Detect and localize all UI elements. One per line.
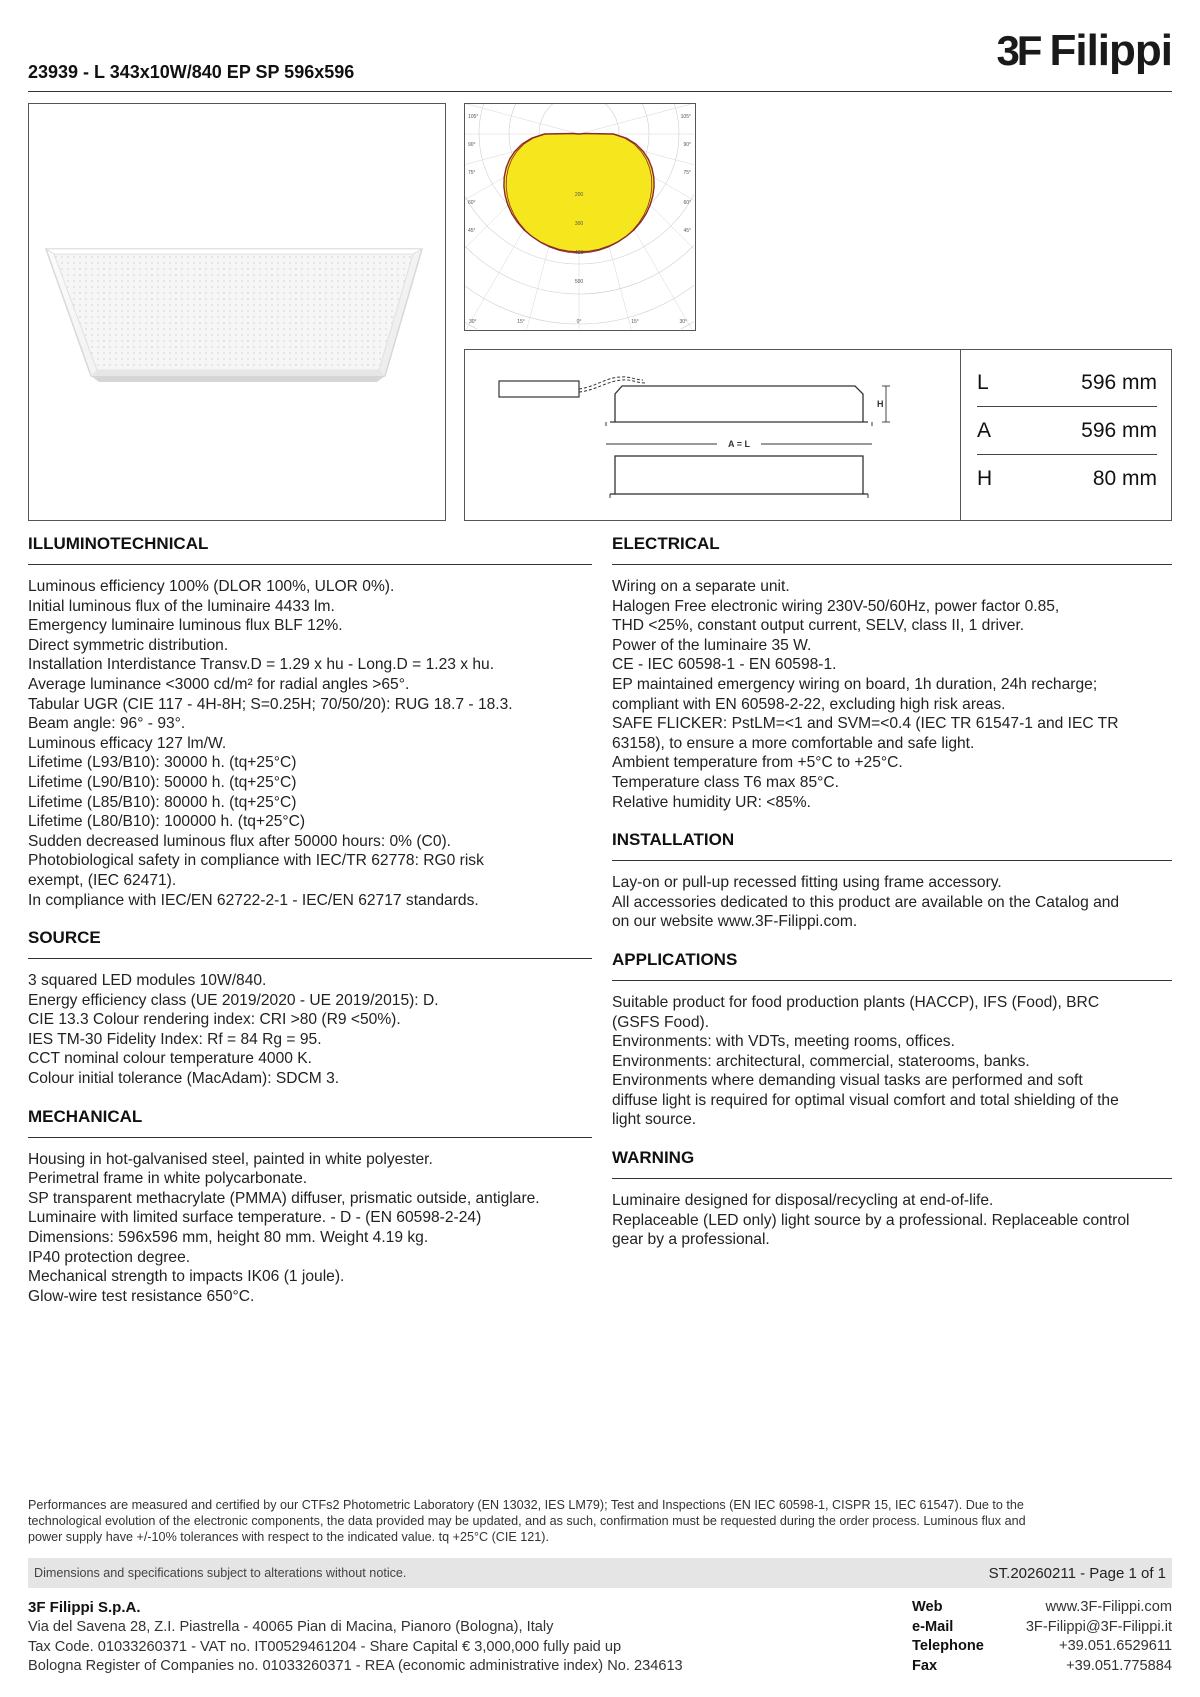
disclaimer-line: Performances are measured and certified by our CTFs2 Photometric Laboratory (EN 13032, IES LM79); Test and Inspections (EN IEC 60598-1, CISPR 15, IEC 61547). Due to the [28,1498,1024,1512]
section-title: MECHANICAL [28,1107,592,1138]
dimension-label: A [977,418,992,442]
section-title: ILLUMINOTECHNICAL [28,534,592,565]
spec-line: Lifetime (L80/B10): 100000 h. (tq+25°C) [28,813,306,831]
contact-label: e-Mail [912,1618,954,1635]
performance-disclaimer [28,1497,1172,1545]
polar-angle-label: 105° [680,114,691,120]
spec-line: Environments: with VDTs, meeting rooms, offices. [612,1033,955,1051]
polar-angle-label: 15° [517,319,525,325]
dimensions-box [464,349,1172,521]
polar-angle-label: 90° [468,142,476,148]
spec-line: Lay-on or pull-up recessed fitting using frame accessory. [612,874,1002,892]
polar-angle-label: 90° [683,142,691,148]
contact-label: Fax [912,1657,938,1674]
alterations-notice: Dimensions and specifications subject to alterations without notice. [34,1566,407,1580]
spec-line: Sudden decreased luminous flux after 50000 hours: 0% (C0). [28,832,452,850]
spec-line: Relative humidity UR: <85%. [612,793,811,811]
section-title: SOURCE [28,928,592,959]
spec-section-electrical [612,534,1172,812]
width-label: A = L [728,439,750,449]
spec-line: Lifetime (L85/B10): 80000 h. (tq+25°C) [28,793,297,811]
spec-line: CCT nominal colour temperature 4000 K. [28,1050,313,1068]
spec-section-mechanical [28,1107,592,1307]
spec-line: Halogen Free electronic wiring 230V-50/60Hz, power factor 0.85, [612,597,1060,615]
dimension-value: 596 mm [1081,418,1157,442]
spec-line: 3 squared LED modules 10W/840. [28,972,267,990]
dimension-label: L [977,370,989,394]
spec-line: compliant with EN 60598-2-22, excluding high risk areas. [612,695,1006,713]
company-name: 3F Filippi S.p.A. [28,1599,141,1616]
polar-angle-label: 45° [683,228,691,234]
spec-line: Environments: architectural, commercial, staterooms, banks. [612,1052,1030,1070]
telephone-value: +39.051.6529611 [1059,1638,1172,1655]
spec-line: THD <25%, constant output current, SELV, class II, 1 driver. [612,617,1025,635]
spec-line: CIE 13.3 Colour rendering index: CRI >80 (R9 <50%). [28,1011,401,1029]
logo-text: Filippi [1049,26,1172,75]
dimension-value: 80 mm [1092,467,1157,490]
polar-radial-label: 400 [574,250,584,256]
spec-line: gear by a professional. [612,1231,770,1249]
spec-column-right [612,534,1172,1268]
disclaimer-line: power supply have +/-10% tolerances with respect to the indicated value. tq +25°C (CIE 121). [28,1530,549,1544]
spec-line: Photobiological safety in compliance with IEC/TR 62778: RG0 risk [28,852,484,870]
company-address: Via del Savena 28, Z.I. Piastrella - 40065 Pian di Macina, Pianoro (Bologna), Italy [28,1619,554,1635]
company-tax-info: Tax Code. 01033260371 - VAT no. IT00529461204 - Share Capital € 3,000,000 fully paid up [28,1638,622,1655]
contact-list [912,1598,1172,1676]
luminaire-image [29,104,446,521]
polar-angle-label: 45° [468,228,476,234]
polar-radial-label: 500 [574,279,584,285]
dimension-row-length [977,359,1157,407]
contact-row-email [912,1618,1172,1638]
spec-section-warning [612,1148,1172,1250]
product-photo [28,103,446,521]
polar-radial-label: 300 [574,221,584,227]
dimension-row-width [977,407,1157,455]
polar-angle-label: 60° [683,200,691,206]
height-label: H [877,399,884,409]
spec-line: Power of the luminaire 35 W. [612,636,812,654]
spec-line: In compliance with IEC/EN 62722-2-1 - IEC/EN 62717 standards. [28,891,479,909]
polar-angle-label: 30° [679,319,687,325]
spec-line: All accessories dedicated to this product are available on the Catalog and [612,893,1120,911]
email-link[interactable]: 3F-Filippi@3F-Filippi.it [1025,1618,1172,1635]
brand-logo [996,26,1172,76]
spec-line: Energy efficiency class (UE 2019/2020 - UE 2019/2015): D. [28,991,439,1009]
spec-section-installation [612,830,1172,932]
spec-line: IP40 protection degree. [28,1248,191,1266]
spec-line: Average luminance <3000 cd/m² for radial angles >65°. [28,675,410,693]
spec-line: Mechanical strength to impacts IK06 (1 joule). [28,1268,345,1286]
spec-line: Luminaire designed for disposal/recycling at end-of-life. [612,1192,994,1210]
spec-line: 63158), to ensure a more comfortable and safe light. [612,734,975,752]
section-title: WARNING [612,1148,1172,1179]
spec-line: Temperature class T6 max 85°C. [612,773,839,791]
spec-line: Direct symmetric distribution. [28,636,229,654]
spec-section-applications [612,950,1172,1130]
dimensions-table [960,350,1173,520]
spec-line: IES TM-30 Fidelity Index: Rf = 84 Rg = 95. [28,1030,322,1048]
contact-label: Telephone [912,1638,984,1655]
spec-line: Initial luminous flux of the luminaire 4433 lm. [28,597,335,615]
spec-line: Luminous efficacy 127 lm/W. [28,734,227,752]
spec-line: Wiring on a separate unit. [612,578,790,595]
spec-line: light source. [612,1111,697,1129]
spec-line: Environments where demanding visual tasks are performed and soft [612,1072,1083,1090]
section-title: INSTALLATION [612,830,1172,861]
spec-line: Suitable product for food production plants (HACCP), IFS (Food), BRC [612,993,1100,1011]
dimension-drawing [465,350,960,519]
spec-line: SAFE FLICKER: PstLM=<1 and SVM=<0.4 (IEC TR 61547-1 and IEC TR [612,715,1119,733]
spec-line: Colour initial tolerance (MacAdam): SDCM 3. [28,1070,340,1088]
spec-line: Housing in hot-galvanised steel, painted in white polyester. [28,1150,433,1168]
page-info: ST.20260211 - Page 1 of 1 [988,1564,1166,1582]
spec-line: Lifetime (L93/B10): 30000 h. (tq+25°C) [28,754,297,772]
polar-angle-label: 75° [683,170,691,176]
page-header [28,22,1172,92]
spec-line: Luminaire with limited surface temperature. - D - (EN 60598-2-24) [28,1209,482,1227]
spec-line: Tabular UGR (CIE 117 - 4H-8H; S=0.25H; 70/50/20): RUG 18.7 - 18.3. [28,695,513,713]
logo-mark: 3F [996,27,1040,74]
polar-radial-label: 200 [574,192,584,198]
polar-chart [465,104,694,329]
spec-line: Glow-wire test resistance 650°C. [28,1287,255,1305]
spec-line: CE - IEC 60598-1 - EN 60598-1. [612,656,837,674]
spec-line: Replaceable (LED only) light source by a professional. Replaceable control [612,1211,1130,1229]
spec-line: Installation Interdistance Transv.D = 1.29 x hu - Long.D = 1.23 x hu. [28,656,495,674]
polar-angle-label: 15° [631,319,639,325]
spec-line: EP maintained emergency wiring on board, 1h duration, 24h recharge; [612,675,1098,693]
spec-line: Ambient temperature from +5°C to +25°C. [612,754,903,772]
disclaimer-line: technological evolution of the electronic components, the data provided may be updated, and as such, confirmation must be requested during the order process. Luminous flux and [28,1514,1026,1528]
spec-line: SP transparent methacrylate (PMMA) diffuser, prismatic outside, antiglare. [28,1189,540,1207]
polar-angle-label: 75° [468,170,476,176]
spec-line: Emergency luminaire luminous flux BLF 12%. [28,617,343,635]
spec-line: exempt, (IEC 62471). [28,871,177,889]
polar-angle-label: 30° [469,319,477,325]
section-title: APPLICATIONS [612,950,1172,981]
polar-angle-label: 0° [576,319,582,325]
spec-section-illuminotechnical [28,534,592,910]
spec-line: on our website www.3F-Filippi.com. [612,913,858,931]
dimension-label: H [977,467,993,490]
polar-photometric-diagram [464,103,696,331]
spec-section-source [28,928,592,1089]
company-footer [28,1598,1172,1677]
website-link[interactable]: www.3F-Filippi.com [1045,1599,1172,1615]
spec-line: Beam angle: 96° - 93°. [28,715,186,733]
contact-row-fax [912,1657,1172,1677]
company-register: Bologna Register of Companies no. 01033260371 - REA (economic administrative index) No. 234613 [28,1658,683,1674]
spec-line: Lifetime (L90/B10): 50000 h. (tq+25°C) [28,773,297,791]
spec-line: (GSFS Food). [612,1013,710,1031]
spec-line: Perimetral frame in white polycarbonate. [28,1170,308,1188]
dimension-row-height [977,455,1157,503]
product-code: 23939 - L 343x10W/840 EP SP 596x596 [28,62,355,82]
section-title: ELECTRICAL [612,534,1172,565]
spec-column-left [28,534,592,1324]
contact-row-web [912,1598,1172,1618]
fax-value: +39.051.775884 [1066,1657,1172,1674]
dimension-value: 596 mm [1081,370,1157,394]
notice-bar [28,1558,1172,1588]
spec-line: diffuse light is required for optimal visual comfort and total shielding of the [612,1091,1119,1109]
contact-label: Web [912,1599,943,1615]
spec-line: Luminous efficiency 100% (DLOR 100%, ULOR 0%). [28,578,395,595]
polar-angle-label: 105° [468,114,479,120]
spec-line: Dimensions: 596x596 mm, height 80 mm. Weight 4.19 kg. [28,1229,429,1247]
contact-row-telephone [912,1637,1172,1657]
polar-angle-label: 60° [468,200,476,206]
